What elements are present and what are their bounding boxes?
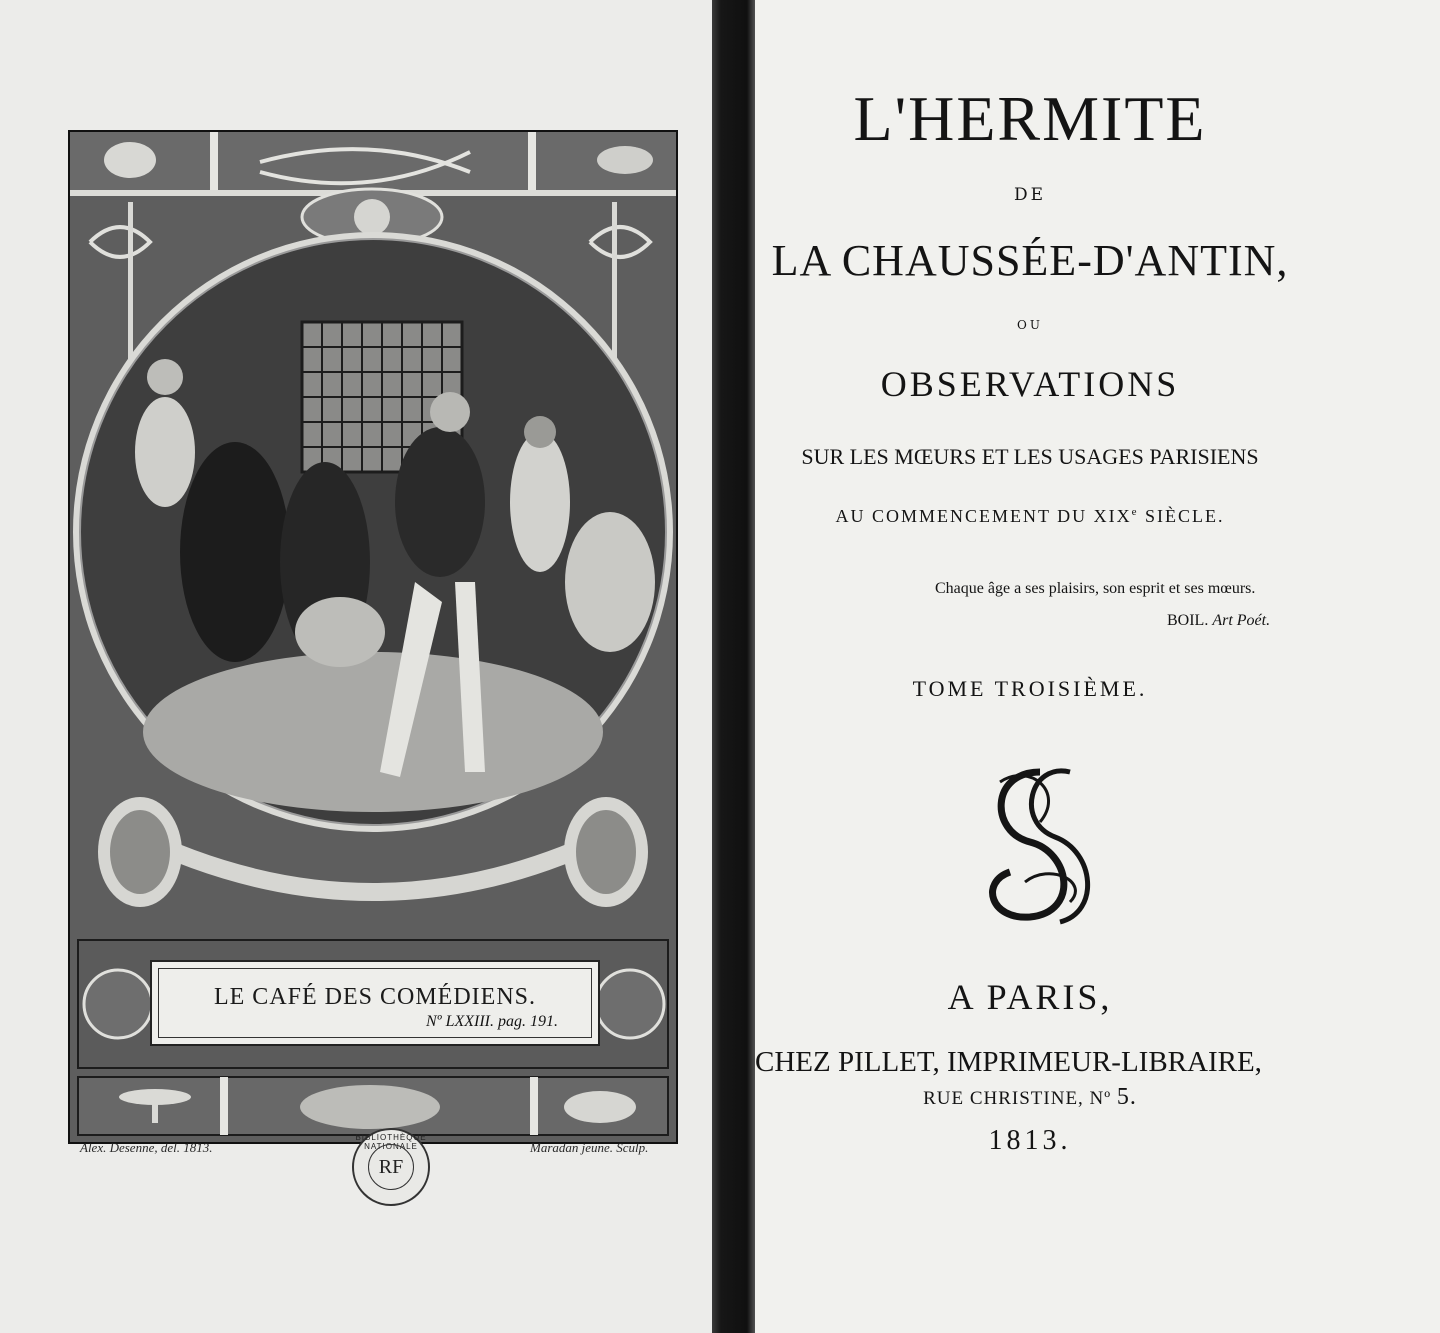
century-line: [620, 506, 1305, 527]
subject-line: SUR LES MŒURS ET LES USAGES PARISIENS: [801, 444, 1259, 469]
title-connector-ou: OU: [1017, 318, 1043, 332]
epigraph-work: Art Poét.: [1212, 612, 1271, 629]
volume-label: TOME TROISIÈME.: [912, 676, 1148, 701]
artist-credit: Alex. Desenne, del. 1813.: [80, 1140, 213, 1155]
title-page: [755, 0, 1440, 1333]
plate-caption-box: [150, 960, 600, 1046]
plate-caption-title: LE CAFÉ DES COMÉDIENS.: [213, 984, 536, 1010]
publication-city: A PARIS,: [947, 977, 1113, 1017]
plate-caption-reference: Nº LXXIII. pag. 191.: [425, 1013, 558, 1030]
library-stamp: [352, 1128, 430, 1206]
publisher-address: [620, 1084, 1305, 1111]
engraver-credit: Maradan jeune. Sculp.: [530, 1140, 649, 1155]
title-connector-de: DE: [1013, 185, 1047, 205]
publication-year: 1813.: [988, 1125, 1072, 1156]
century-line-text: AU COMMENCEMENT DU XIX: [835, 506, 1132, 526]
publisher-line: CHEZ PILLET, IMPRIMEUR-LIBRAIRE,: [755, 1046, 1262, 1078]
library-stamp-initials: RF: [368, 1144, 414, 1190]
library-stamp-ring-text: BIBLIOTHÈQUE NATIONALE: [355, 1133, 427, 1151]
book-title: L'HERMITE: [853, 83, 1207, 154]
address-text: RUE CHRISTINE, Nº: [923, 1088, 1112, 1109]
publisher-monogram-icon: [970, 752, 1110, 932]
frontispiece-page: [0, 0, 715, 1333]
epigraph-author: BOIL.: [1167, 612, 1209, 629]
observations-heading: OBSERVATIONS: [880, 364, 1180, 404]
epigraph-quote: Chaque âge a ses plaisirs, son esprit et ses mœurs.: [935, 580, 1256, 597]
engraved-plate: [68, 130, 678, 1144]
century-line-suffix: SIÈCLE.: [1138, 506, 1225, 526]
address-number: 5.: [1116, 1084, 1137, 1110]
book-subtitle: LA CHAUSSÉE-D'ANTIN,: [771, 236, 1289, 285]
century-superscript: e: [1131, 506, 1139, 518]
epigraph-source: [1167, 612, 1270, 630]
